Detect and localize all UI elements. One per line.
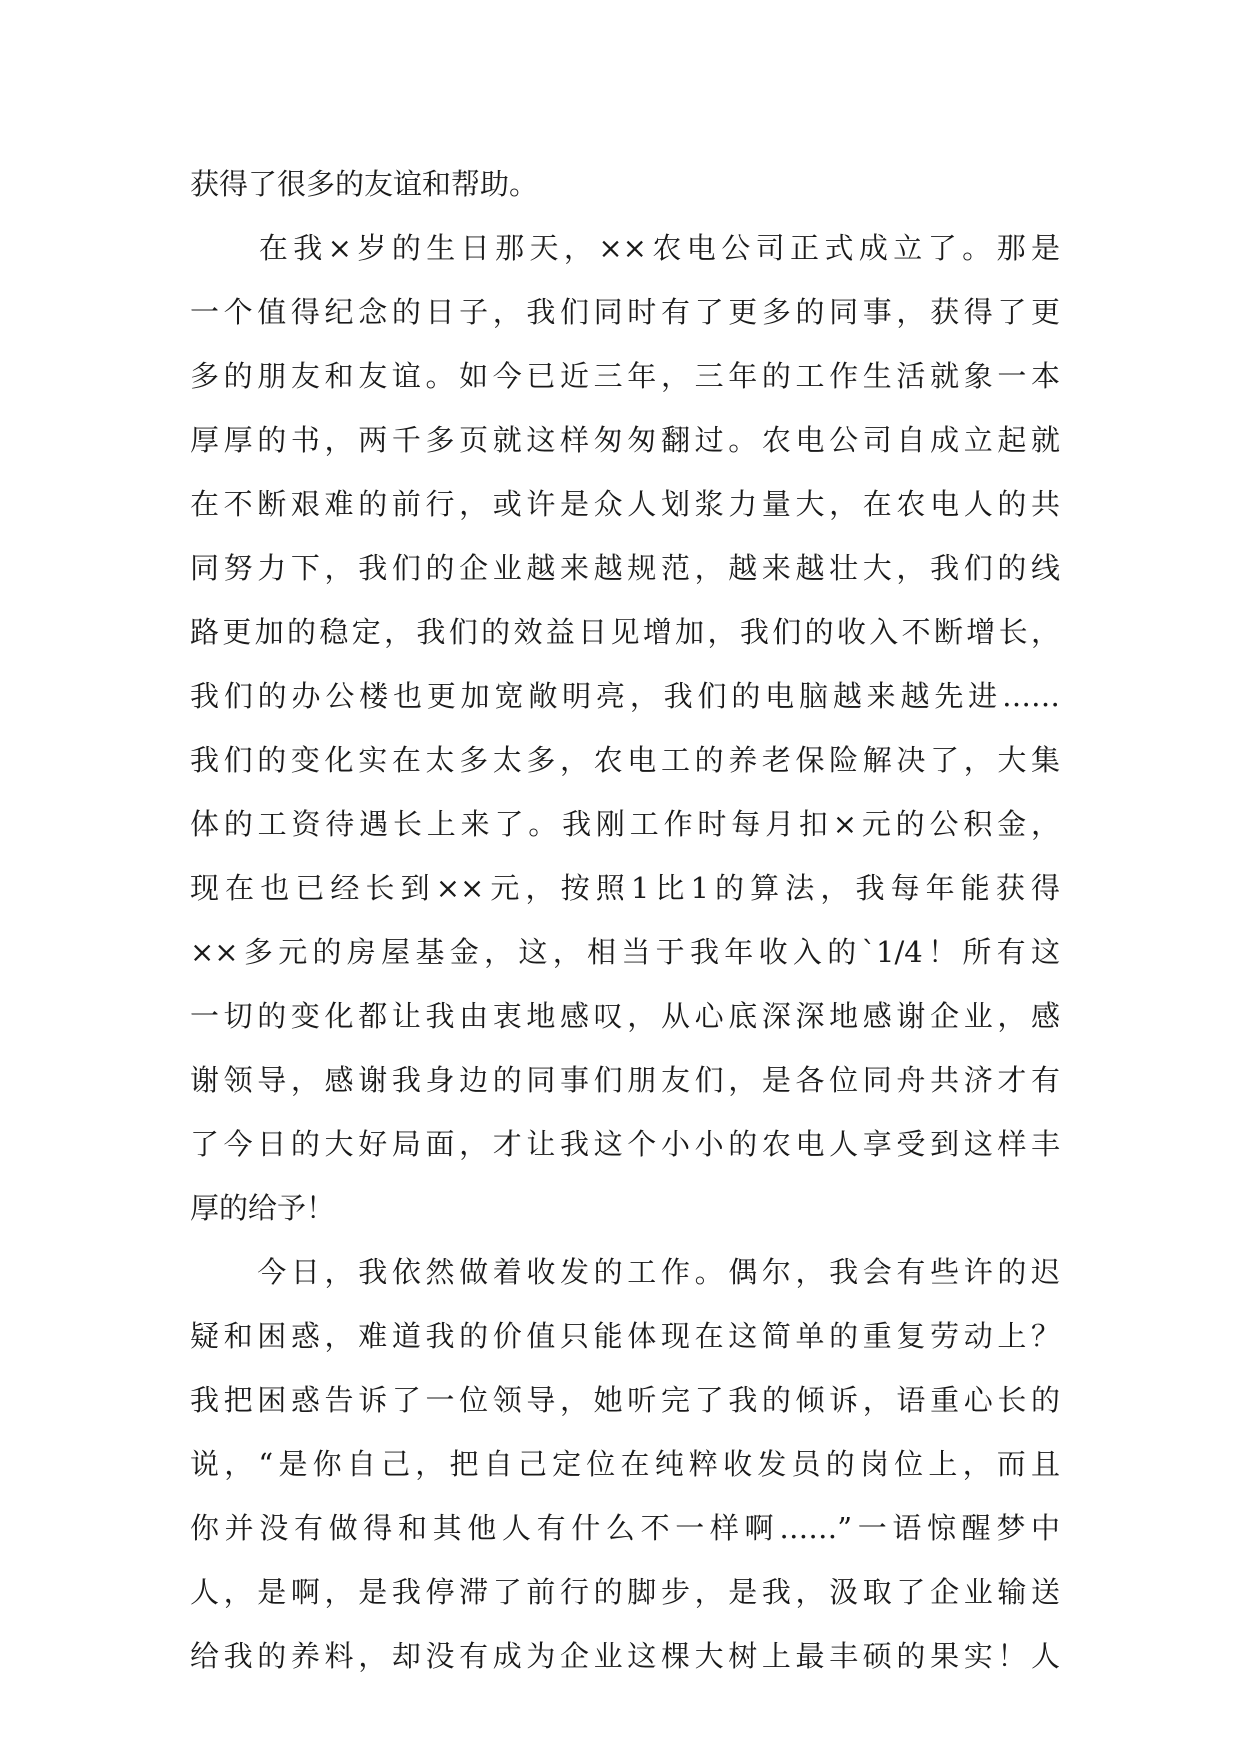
body-text: [190, 152, 1060, 1688]
text-line: 路更加的稳定，我们的效益日见增加，我们的收入不断增长，: [190, 615, 1060, 649]
text-line: 说，“是你自己，把自己定位在纯粹收发员的岗位上，而且: [190, 1447, 1060, 1481]
text-line: ××多元的房屋基金，这，相当于我年收入的`1/4！所有这: [190, 935, 1060, 969]
text-line: 我们的变化实在太多太多，农电工的养老保险解决了，大集: [190, 743, 1060, 777]
text-line: 今日，我依然做着收发的工作。偶尔，我会有些许的迟: [190, 1255, 1060, 1289]
text-line: 同努力下，我们的企业越来越规范，越来越壮大，我们的线: [190, 551, 1060, 585]
text-line: 厚的给予！: [190, 1191, 336, 1225]
text-line: 在不断艰难的前行，或许是众人划浆力量大，在农电人的共: [190, 487, 1060, 521]
text-line: 给我的养料，却没有成为企业这棵大树上最丰硕的果实！人: [190, 1639, 1060, 1673]
text-line: 在我×岁的生日那天，××农电公司正式成立了。那是: [190, 231, 1060, 265]
text-line: 一个值得纪念的日子，我们同时有了更多的同事，获得了更: [190, 295, 1060, 329]
text-line: 我们的办公楼也更加宽敞明亮，我们的电脑越来越先进……: [190, 679, 1060, 713]
text-line: 你并没有做得和其他人有什么不一样啊……”一语惊醒梦中: [190, 1511, 1060, 1545]
text-line: 现在也已经长到××元，按照1比1的算法，我每年能获得: [190, 871, 1060, 905]
text-line: 我把困惑告诉了一位领导，她听完了我的倾诉，语重心长的: [190, 1383, 1060, 1417]
text-line: 体的工资待遇长上来了。我刚工作时每月扣×元的公积金，: [190, 807, 1060, 841]
text-line: 一切的变化都让我由衷地感叹，从心底深深地感谢企业，感: [190, 999, 1060, 1033]
text-line: 了今日的大好局面，才让我这个小小的农电人享受到这样丰: [190, 1127, 1060, 1161]
text-line: 疑和困惑，难道我的价值只能体现在这简单的重复劳动上？: [190, 1319, 1060, 1353]
text-line: 获得了很多的友谊和帮助。: [190, 167, 539, 201]
text-line: 多的朋友和友谊。如今已近三年，三年的工作生活就象一本: [190, 359, 1060, 393]
text-line: 厚厚的书，两千多页就这样匆匆翻过。农电公司自成立起就: [190, 423, 1060, 457]
text-line: 人，是啊，是我停滞了前行的脚步，是我，汲取了企业输送: [190, 1575, 1060, 1609]
text-line: 谢领导，感谢我身边的同事们朋友们，是各位同舟共济才有: [190, 1063, 1060, 1097]
